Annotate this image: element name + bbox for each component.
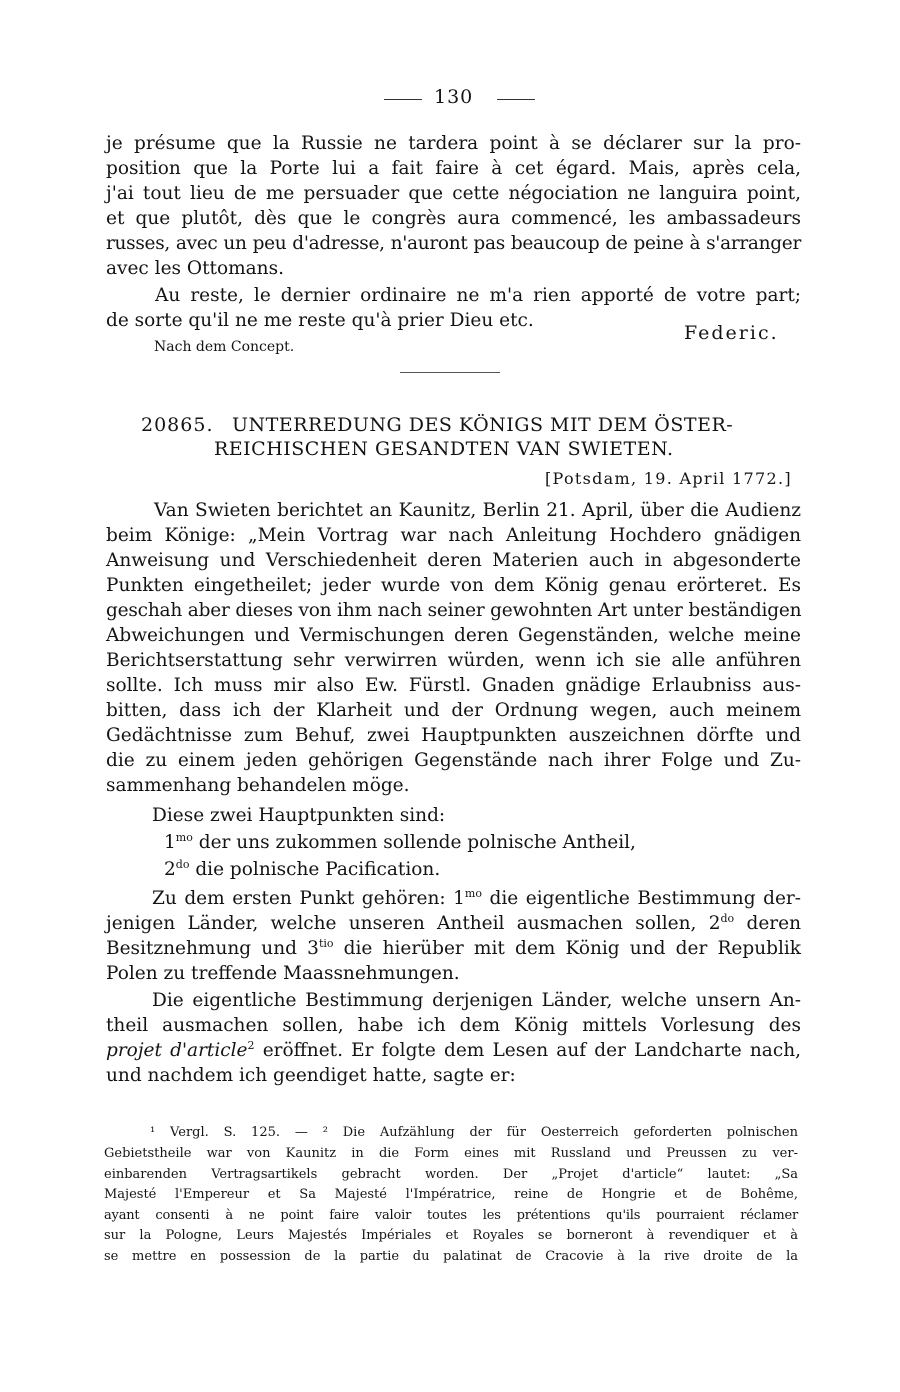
text-line: avec les Ottomans. <box>106 258 284 279</box>
point-2-sup: do <box>175 858 190 871</box>
point-1-text: der uns zukommen sollende polnische Antheil, <box>198 832 636 853</box>
section-title-line1: UNTERREDUNG DES KÖNIGS MIT DEM ÖSTER- <box>232 414 734 436</box>
footnote-line: se mettre en possession de la partie du palatinat de Cracovie à la rive droite de la <box>104 1249 798 1264</box>
para2-line <box>152 886 801 911</box>
para2-text: Besitznehmung und 3 <box>106 938 319 959</box>
body-line: Berichtserstattung sehr verwirren würden, wenn ich sie alle anführen <box>106 650 801 671</box>
point-2-ord: 2 <box>164 859 176 880</box>
body-line: sammenhang behandelen möge. <box>106 775 410 796</box>
section-number: 20865. <box>141 414 214 436</box>
points-intro: Diese zwei Hauptpunkten sind: <box>152 805 446 826</box>
body-line: sollte. Ich muss mir also Ew. Fürstl. Gnaden gnädige Erlaubniss aus- <box>106 675 801 696</box>
header-rule-right <box>497 99 535 100</box>
para2-line: Polen zu treffende Maassnehmungen. <box>106 963 460 984</box>
text-line: et que plutôt, dès que le congrès aura commencé, les ambassadeurs <box>106 208 801 229</box>
body-line: Anweisung und Verschiedenheit deren Materien auch in abgesonderte <box>106 550 801 571</box>
closing-line: de sorte qu'il ne me reste qu'à prier Dieu etc. <box>106 310 534 331</box>
text-line: je présume que la Russie ne tardera point à se déclarer sur la pro- <box>106 133 801 154</box>
para2-text: jenigen Länder, welche unseren Antheil ausmachen sollen, 2 <box>106 913 721 934</box>
point-1 <box>164 830 801 855</box>
footnote-line: sur la Pologne, Leurs Majestés Impériales et Royales se borneront à revendiquer et à <box>104 1228 798 1243</box>
page-number: 130 <box>434 86 474 108</box>
body-line: bitten, dass ich der Klarheit und der Ordnung wegen, auch meinem <box>106 700 801 721</box>
ordinal-sup: do <box>720 912 735 925</box>
text-line: position que la Porte lui a fait faire à cet égard. Mais, après cela, <box>106 158 801 179</box>
para2-line <box>106 936 801 961</box>
footnote-ref: 2 <box>247 1039 255 1052</box>
body-line: geschah aber dieses von ihm nach seiner gewohnten Art unter beständigen <box>106 600 802 621</box>
signature: Federic. <box>684 322 779 344</box>
ordinal-sup: mo <box>464 887 482 900</box>
footnote-line: einbarenden Vertragsartikels gebracht worden. Der „Projet d'article“ lautet: „Sa <box>104 1167 798 1182</box>
para3-text: eröffnet. Er folgte dem Lesen auf der Landcharte nach, <box>254 1040 801 1061</box>
para3-line: und nachdem ich geendiget hatte, sagte er: <box>106 1065 516 1086</box>
body-line: Abweichungen und Vermischungen deren Gegenständen, welche meine <box>106 625 801 646</box>
body-line: beim Könige: „Mein Vortrag war nach Anleitung Hochdero gnädigen <box>106 525 801 546</box>
header-rule-left <box>384 99 422 100</box>
body-line: die zu einem jeden gehörigen Gegenstände nach ihrer Folge und Zu- <box>106 750 801 771</box>
point-2-text: die polnische Pacification. <box>195 859 441 880</box>
ordinal-sup: tio <box>318 937 334 950</box>
para3-line: Die eigentliche Bestimmung derjenigen Länder, welche unsern An- <box>152 990 801 1011</box>
body-line: Punkten eingetheilet; jeder wurde von dem König genau erörteret. Es <box>106 575 801 596</box>
section-title-line2: REICHISCHEN GESANDTEN VAN SWIETEN. <box>214 438 674 460</box>
closing-line: Au reste, le dernier ordinaire ne m'a rien apporté de votre part; <box>155 285 801 306</box>
point-1-sup: mo <box>175 831 193 844</box>
footnote-line: ayant consenti à ne point faire valoir toutes les prétentions qu'ils pourraient réclamer <box>104 1208 798 1223</box>
para3-line: theil ausmachen sollen, habe ich dem König mittels Vorlesung des <box>106 1015 801 1036</box>
body-line: Gedächtnisse zum Behuf, zwei Hauptpunkten auszeichnen dörfte und <box>106 725 801 746</box>
para3-line <box>106 1038 801 1063</box>
para2-text: deren <box>734 913 801 934</box>
text-line: russes, avec un peu d'adresse, n'auront pas beaucoup de peine à s'arranger <box>106 233 801 254</box>
source-note: Nach dem Concept. <box>154 339 295 355</box>
section-divider <box>400 372 500 373</box>
place-date: [Potsdam, 19. April 1772.] <box>545 469 792 488</box>
projet-article-italic: projet d'article <box>106 1040 248 1061</box>
para2-text: die eigentliche Bestimmung der- <box>481 888 801 909</box>
footnote-line: ¹ Vergl. S. 125. — ² Die Aufzählung der für Oesterreich geforderten polnischen <box>150 1125 798 1140</box>
text-line: j'ai tout lieu de me persuader que cette négociation ne languira point, <box>106 183 801 204</box>
para2-line <box>106 911 801 936</box>
body-line: Van Swieten berichtet an Kaunitz, Berlin 21. April, über die Audienz <box>154 500 801 521</box>
para2-text: die hierüber mit dem König und der Republik <box>333 938 801 959</box>
point-1-ord: 1 <box>164 832 176 853</box>
point-2 <box>164 857 801 882</box>
footnote-line: Majesté l'Empereur et Sa Majesté l'Impératrice, reine de Hongrie et de Bohême, <box>104 1187 798 1202</box>
footnote-line: Gebietstheile war von Kaunitz in die Form eines mit Russland und Preussen zu ver- <box>104 1146 798 1161</box>
para2-text: Zu dem ersten Punkt gehören: 1 <box>152 888 465 909</box>
